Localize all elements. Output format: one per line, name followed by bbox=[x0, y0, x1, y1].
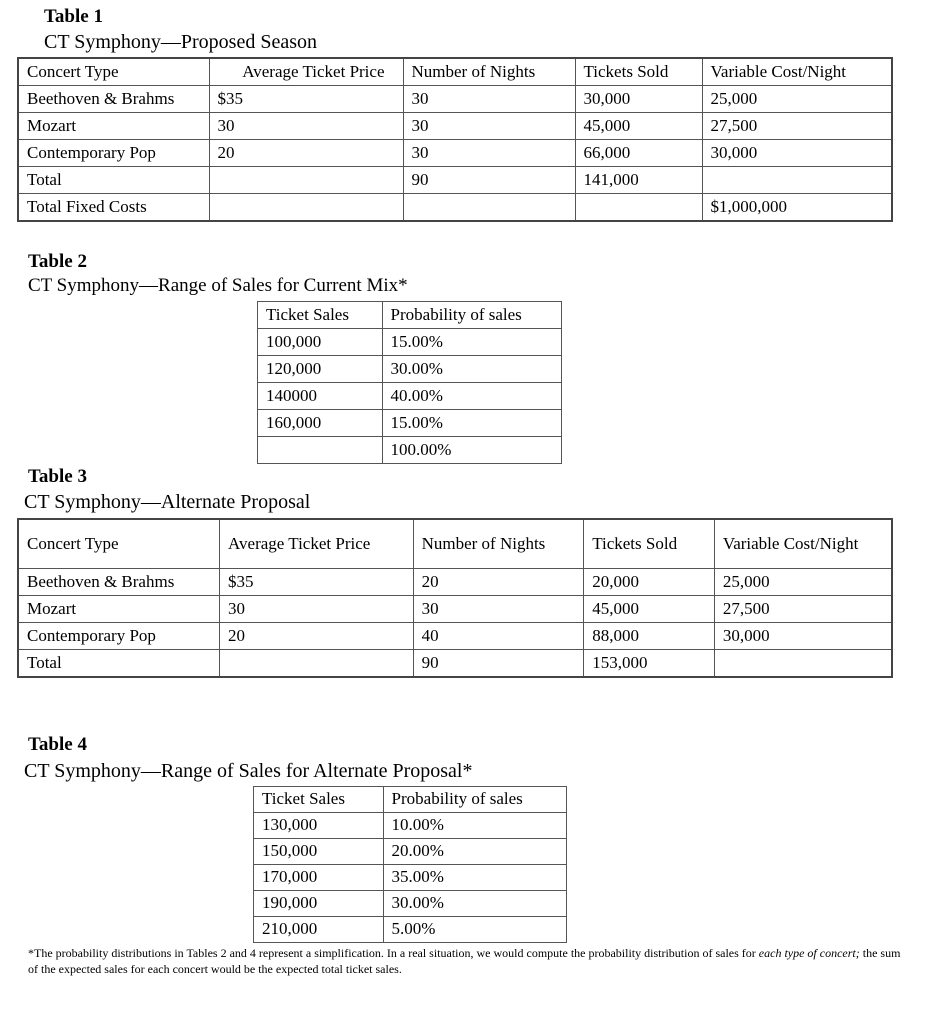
table-cell: Total Fixed Costs bbox=[18, 194, 209, 222]
table-cell: 20 bbox=[220, 623, 414, 650]
table-cell: 90 bbox=[403, 167, 575, 194]
table-cell: 210,000 bbox=[254, 917, 384, 943]
table-cell: 140000 bbox=[258, 383, 383, 410]
footnote-emphasis: each type of concert; bbox=[758, 946, 860, 960]
table-cell: 30,000 bbox=[575, 86, 702, 113]
table-cell: 141,000 bbox=[575, 167, 702, 194]
table-header-cell: Number of Nights bbox=[403, 58, 575, 86]
table1-label: Table 1 bbox=[44, 6, 103, 27]
table-cell: 170,000 bbox=[254, 865, 384, 891]
table-header-row bbox=[258, 302, 562, 329]
table-cell: 45,000 bbox=[575, 113, 702, 140]
table-header-cell: Average Ticket Price bbox=[220, 519, 414, 569]
footnote-text: *The probability distributions in Tables 2 and 4 represent a simplification. In a real situation, we would compute the probability distribution of sales for bbox=[28, 946, 759, 960]
table-cell: 160,000 bbox=[258, 410, 383, 437]
table-row bbox=[258, 329, 562, 356]
table-header-cell: Concert Type bbox=[18, 58, 209, 86]
table-cell: $1,000,000 bbox=[702, 194, 892, 222]
table-cell: 120,000 bbox=[258, 356, 383, 383]
table3 bbox=[17, 518, 893, 678]
table-header-cell: Ticket Sales bbox=[254, 787, 384, 813]
table-cell: 130,000 bbox=[254, 813, 384, 839]
table2-label: Table 2 bbox=[28, 251, 87, 272]
table-cell: Beethoven & Brahms bbox=[18, 86, 209, 113]
table-cell bbox=[702, 167, 892, 194]
table-header-cell: Probability of sales bbox=[382, 302, 561, 329]
table-cell: 88,000 bbox=[584, 623, 715, 650]
table-cell: 90 bbox=[413, 650, 584, 678]
table-cell: 30.00% bbox=[383, 891, 566, 917]
table-row bbox=[18, 167, 892, 194]
table-cell: 25,000 bbox=[714, 569, 892, 596]
table-cell: 30 bbox=[220, 596, 414, 623]
table-cell: 40.00% bbox=[382, 383, 561, 410]
table-cell: 30.00% bbox=[382, 356, 561, 383]
table-cell: 40 bbox=[413, 623, 584, 650]
table-cell: 10.00% bbox=[383, 813, 566, 839]
table-cell: Mozart bbox=[18, 596, 220, 623]
table-header-cell: Ticket Sales bbox=[258, 302, 383, 329]
table-row bbox=[18, 140, 892, 167]
table1 bbox=[17, 57, 893, 222]
table-cell: 150,000 bbox=[254, 839, 384, 865]
table-header-cell: Variable Cost/Night bbox=[714, 519, 892, 569]
table-cell: 30 bbox=[403, 86, 575, 113]
table-cell bbox=[220, 650, 414, 678]
table-header-cell: Probability of sales bbox=[383, 787, 566, 813]
table-cell: 27,500 bbox=[714, 596, 892, 623]
table-cell: 30 bbox=[403, 140, 575, 167]
table-row bbox=[254, 891, 567, 917]
table-header-cell: Average Ticket Price bbox=[209, 58, 403, 86]
table-header-row bbox=[18, 58, 892, 86]
table-row bbox=[258, 410, 562, 437]
table-cell: 35.00% bbox=[383, 865, 566, 891]
table-cell: 153,000 bbox=[584, 650, 715, 678]
table-cell bbox=[209, 194, 403, 222]
table-row bbox=[18, 569, 892, 596]
table-row bbox=[258, 437, 562, 464]
table-cell: 30 bbox=[413, 596, 584, 623]
table-header-cell: Number of Nights bbox=[413, 519, 584, 569]
table-cell: $35 bbox=[209, 86, 403, 113]
table-cell: Contemporary Pop bbox=[18, 623, 220, 650]
table4-label: Table 4 bbox=[28, 734, 87, 755]
table-row bbox=[258, 383, 562, 410]
table-cell: 30 bbox=[403, 113, 575, 140]
table-row bbox=[18, 86, 892, 113]
table-header-cell: Tickets Sold bbox=[575, 58, 702, 86]
table-row bbox=[18, 596, 892, 623]
table-cell: 20 bbox=[413, 569, 584, 596]
table-cell: Total bbox=[18, 650, 220, 678]
table-header-cell: Concert Type bbox=[18, 519, 220, 569]
table-row bbox=[254, 839, 567, 865]
table-header-row bbox=[254, 787, 567, 813]
table-cell: 20.00% bbox=[383, 839, 566, 865]
table-cell: $35 bbox=[220, 569, 414, 596]
table-row bbox=[18, 113, 892, 140]
table2 bbox=[257, 301, 562, 464]
table-cell bbox=[258, 437, 383, 464]
table-cell: 190,000 bbox=[254, 891, 384, 917]
table-cell: 20,000 bbox=[584, 569, 715, 596]
table-cell: 27,500 bbox=[702, 113, 892, 140]
table-header-cell: Variable Cost/Night bbox=[702, 58, 892, 86]
table4-title: CT Symphony—Range of Sales for Alternate Proposal* bbox=[24, 760, 473, 782]
table-cell: 66,000 bbox=[575, 140, 702, 167]
table-cell bbox=[714, 650, 892, 678]
table-cell: 15.00% bbox=[382, 410, 561, 437]
table-cell: Contemporary Pop bbox=[18, 140, 209, 167]
table-cell: 100,000 bbox=[258, 329, 383, 356]
table-cell bbox=[209, 167, 403, 194]
table-cell: Beethoven & Brahms bbox=[18, 569, 220, 596]
table-cell: 30 bbox=[209, 113, 403, 140]
table-header-cell: Tickets Sold bbox=[584, 519, 715, 569]
table4 bbox=[253, 786, 567, 943]
table-row bbox=[18, 650, 892, 678]
table-row bbox=[258, 356, 562, 383]
footnote bbox=[28, 945, 908, 977]
table-cell bbox=[403, 194, 575, 222]
table-row bbox=[18, 194, 892, 222]
table-cell: 15.00% bbox=[382, 329, 561, 356]
table-cell: 20 bbox=[209, 140, 403, 167]
table1-title: CT Symphony—Proposed Season bbox=[44, 31, 317, 53]
table-cell bbox=[575, 194, 702, 222]
table-header-row bbox=[18, 519, 892, 569]
table-cell: 30,000 bbox=[714, 623, 892, 650]
table2-title: CT Symphony—Range of Sales for Current Mix* bbox=[28, 275, 408, 296]
table3-label: Table 3 bbox=[28, 466, 87, 487]
table-cell: Mozart bbox=[18, 113, 209, 140]
table-row bbox=[254, 865, 567, 891]
table-row bbox=[18, 623, 892, 650]
table-cell: 30,000 bbox=[702, 140, 892, 167]
table-cell: 45,000 bbox=[584, 596, 715, 623]
table3-title: CT Symphony—Alternate Proposal bbox=[24, 491, 311, 513]
table-cell: 25,000 bbox=[702, 86, 892, 113]
table-cell: 100.00% bbox=[382, 437, 561, 464]
table-row bbox=[254, 813, 567, 839]
table-cell: 5.00% bbox=[383, 917, 566, 943]
table-cell: Total bbox=[18, 167, 209, 194]
footnote-text-end: the sum of the expected sales for each concert would be the expected total ticket sales. bbox=[28, 946, 901, 976]
table-row bbox=[254, 917, 567, 943]
